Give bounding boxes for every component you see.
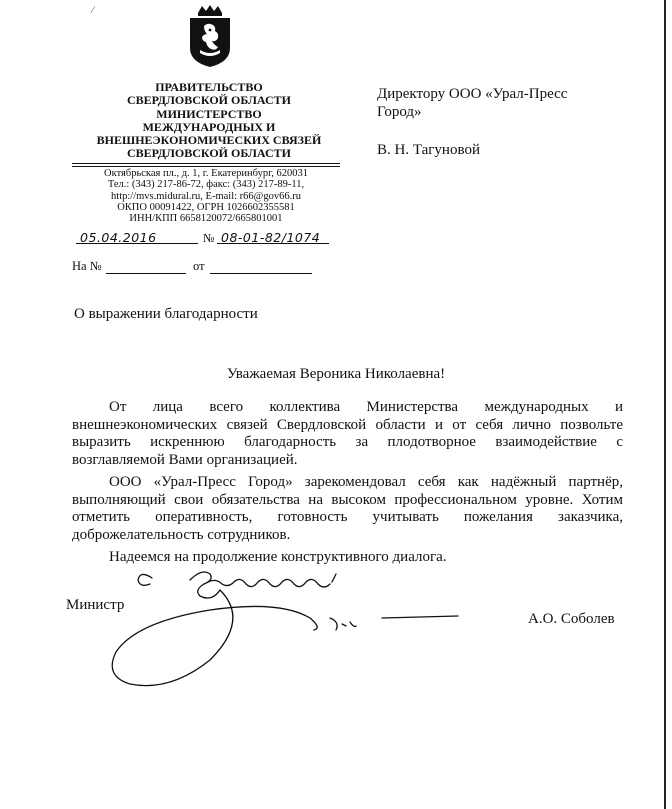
reference-no-label: На № — [72, 259, 102, 273]
recipient-line: Город» — [377, 104, 422, 120]
number-underline — [217, 243, 329, 244]
handwritten-signature — [100, 560, 460, 695]
paragraph-text: ООО «Урал-Пресс Город» зарекомендовал себя как надёжный партнёр, выполняющий свои обязательства на высоком профессиональном уровне. Хотим отметить оперативность, готовность учитывать пожелания заказчика, доброжелательность сотрудников. — [72, 474, 623, 543]
contact-line: ИНН/КПП 6658120072/665801001 — [129, 213, 283, 225]
salutation: Уважаемая Вероника Николаевна! — [226, 366, 446, 382]
org-line: МЕЖДУНАРОДНЫХ И — [142, 119, 276, 134]
body-paragraph-1 — [72, 399, 623, 469]
header-rule — [72, 166, 340, 167]
contact-line: Октябрьская пл., д. 1, г. Екатеринбург, 620031 — [104, 168, 308, 179]
body-paragraph-2 — [72, 474, 623, 544]
reference-line — [72, 259, 102, 274]
contact-line: Тел.: (343) 217-86-72, факс: (343) 217-89-11, — [107, 179, 305, 191]
coat-of-arms-icon — [186, 4, 234, 68]
paragraph-text: От лица всего коллектива Министерства международных и внешнеэкономических связей Свердловской области и от себя лично позвольте выразить искреннюю благодарность за плодотворное взаимодействие с возглавляемой Вами организацией. — [72, 399, 623, 468]
letter-subject: О выражении благодарности — [74, 306, 258, 322]
recipient-name: В. Н. Тагуновой — [377, 142, 480, 158]
org-line: ПРАВИТЕЛЬСТВО — [155, 80, 263, 94]
org-line: СВЕРДЛОВСКОЙ ОБЛАСТИ — [127, 146, 291, 161]
reference-no-blank — [106, 273, 186, 274]
contact-line: http://mvs.midural.ru, E-mail: r66@gov66.ru — [111, 190, 301, 202]
reference-from-blank — [210, 273, 312, 274]
reference-from-label: от — [193, 259, 205, 273]
registration-date: 05.04.2016 — [80, 230, 157, 245]
scan-edge — [664, 0, 666, 809]
contact-details — [72, 168, 340, 224]
recipient-line: Директору ООО «Урал-Пресс — [377, 86, 568, 102]
registration-number: 08-01-82/1074 — [221, 230, 321, 245]
org-line: ВНЕШНЕЭКОНОМИЧЕСКИХ СВЯЗЕЙ — [96, 133, 322, 148]
registration-number-label: № — [203, 231, 215, 245]
contact-line: ОКПО 00091422, ОГРН 1026602355581 — [117, 201, 295, 213]
org-line: СВЕРДЛОВСКОЙ ОБЛАСТИ — [127, 93, 291, 108]
signer-title: Министр — [66, 597, 125, 613]
reference-from — [193, 259, 205, 274]
organization-name — [78, 81, 340, 161]
paragraph-text: Надеемся на продолжение конструктивного диалога. — [109, 549, 447, 565]
signer-name: А.О. Соболев — [528, 611, 615, 627]
scan-mark: ⁄ — [92, 5, 94, 15]
header-rule — [72, 163, 340, 164]
org-line: МИНИСТЕРСТВО — [156, 106, 262, 121]
date-underline — [76, 243, 198, 244]
